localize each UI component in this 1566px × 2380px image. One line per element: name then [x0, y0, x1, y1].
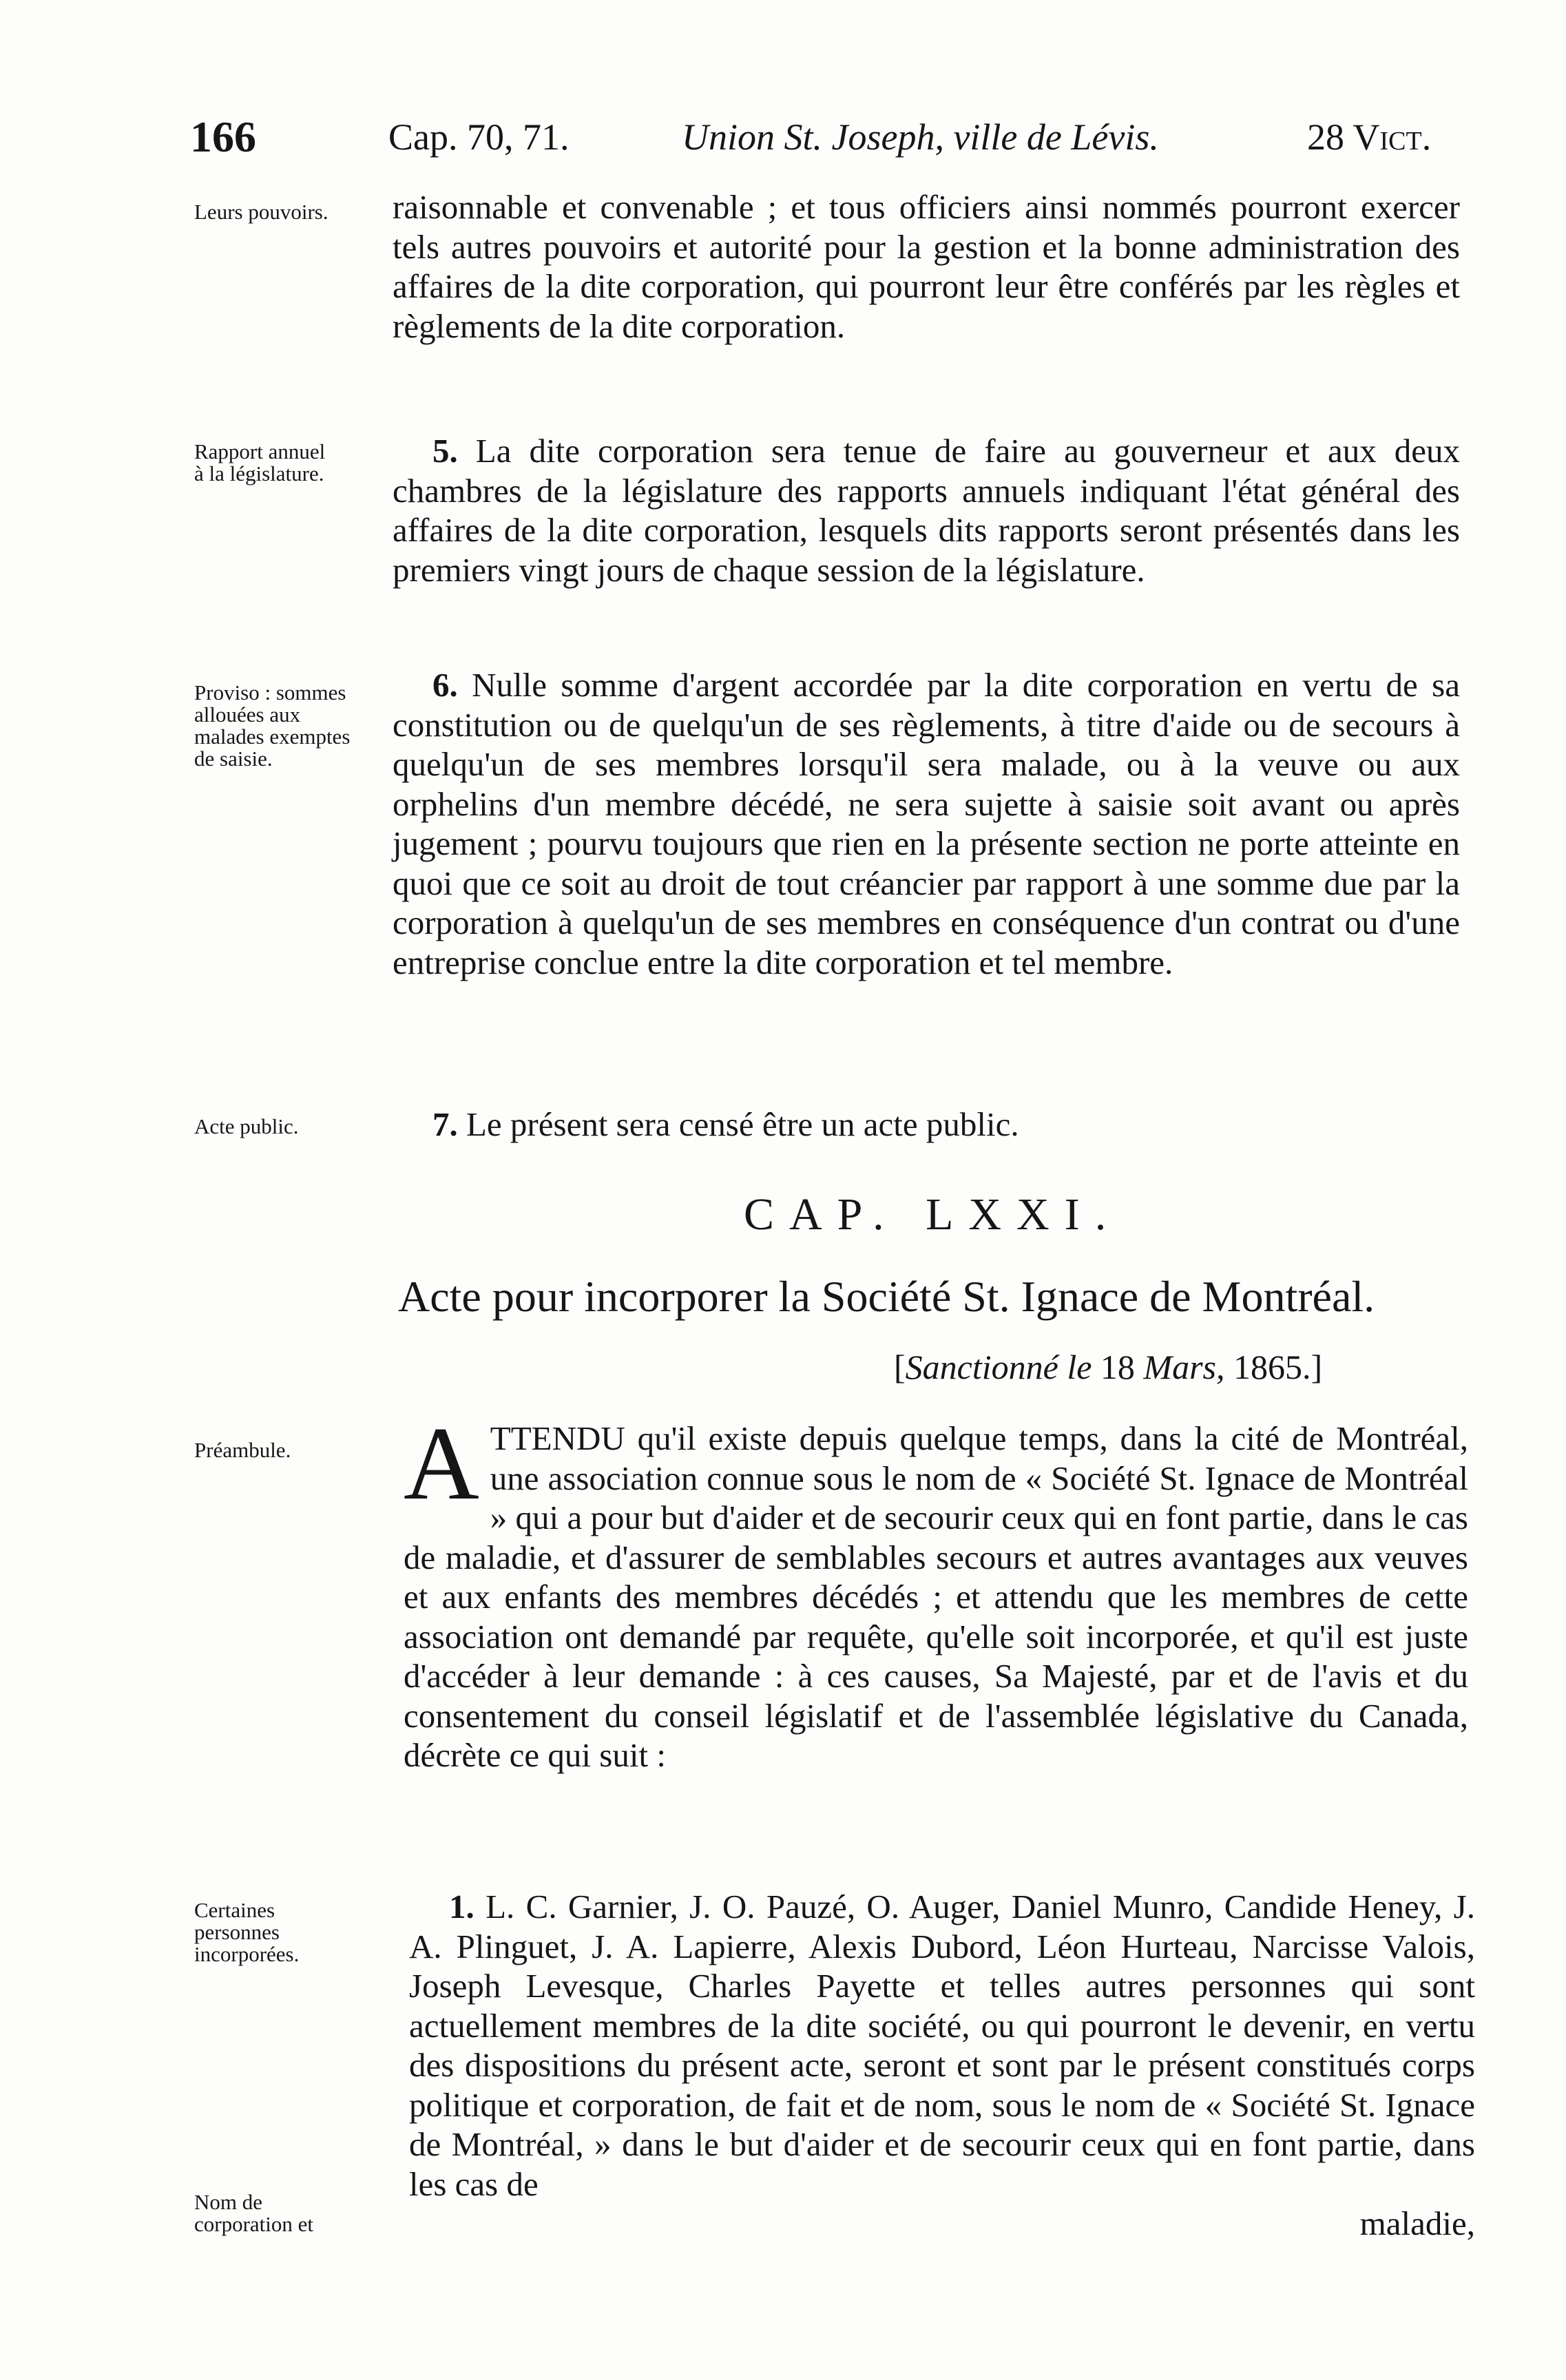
- margin-note-report: [194, 441, 339, 485]
- sanction-label: Sanctionné le: [905, 1348, 1092, 1386]
- margin-note-text: Certaines personnes incorporées.: [194, 1898, 300, 1966]
- section-7: [393, 1105, 1460, 1145]
- page-number: 166: [190, 112, 256, 161]
- paragraph: [393, 1105, 1460, 1145]
- section-number: 1.: [449, 1888, 474, 1925]
- section-5: [393, 431, 1460, 589]
- paragraph: [393, 665, 1460, 982]
- section-text: Le présent sera censé être un acte public.: [466, 1105, 1019, 1143]
- catchword: maladie,: [1359, 2204, 1475, 2242]
- section-1: [409, 1887, 1475, 2244]
- sanction-day: 18: [1100, 1348, 1135, 1386]
- paragraph: [393, 431, 1460, 589]
- paragraph: raisonnable et convenable ; et tous officiers ainsi nommés pourront exercer tels autres pouvoirs et autorité pour la gestion et la bonne administration des affaires de la dite corporation, qui pourront leur être conférés par les règles et règlements de la dite corporation.: [393, 188, 1460, 345]
- regnal-year: 28 Vict.: [1307, 116, 1432, 158]
- margin-note-text: Préambule.: [194, 1438, 291, 1462]
- margin-note-text: Leurs pouvoirs.: [194, 200, 328, 224]
- running-header: [0, 112, 1566, 171]
- margin-note-incorporated: [194, 1899, 353, 1965]
- sanction-date: [894, 1347, 1322, 1387]
- section-number: 6.: [432, 666, 458, 704]
- sanction-month: Mars,: [1143, 1348, 1225, 1386]
- margin-note-text: Proviso : sommes allouées aux malades exemptes de saisie.: [194, 680, 351, 771]
- act-title: Acte pour incorporer la Société St. Ignace de Montréal.: [398, 1272, 1375, 1321]
- section-text: La dite corporation sera tenue de faire au gouverneur et aux deux chambres de la législature des rapports annuels indiquant l'état général des affaires de la dite corporation, lesquels dits rapports seront présentés dans les premiers vingt jours de chaque session de la législature.: [393, 432, 1460, 589]
- section-powers: [393, 187, 1460, 346]
- preamble-text: TTENDU qu'il existe depuis quelque temps, dans la cité de Montréal, une association connue sous le nom de « Société St. Ignace de Montréal » qui a pour but d'aider et de secourir ceux qui en font partie, dans le cas de maladie, et d'assurer de semblables secours et autres avantages aux veuves et aux enfants des membres décédés ; et attendu que les membres de cette association ont demandé par requête, qu'elle soit incorporée, et qu'il est juste d'accéder à leur demande : à ces causes, Sa Majesté, par et de l'avis et du consentement du conseil législatif et de l'assemblée législative du Canada, décrète ce qui suit :: [404, 1419, 1468, 1774]
- margin-note-public-act: [194, 1116, 366, 1138]
- running-title: Union St. Joseph, ville de Lévis.: [682, 116, 1159, 158]
- margin-note-preamble: [194, 1439, 366, 1461]
- section-number: 5.: [432, 432, 458, 470]
- margin-note-powers: [194, 201, 366, 223]
- preamble: [404, 1406, 1468, 1775]
- chapter-reference: Cap. 70, 71.: [388, 116, 570, 158]
- bracket: [: [894, 1348, 906, 1386]
- paragraph: [409, 1887, 1475, 2204]
- drop-cap: A: [404, 1406, 479, 1521]
- section-text: Nulle somme d'argent accordée par la dite corporation en vertu de sa constitution ou de quelqu'un de ses règlements, à titre d'aide ou de secours à quelqu'un de ses membres lorsqu'il sera malade, ou à la veuve ou aux orphelins d'un membre décédé, ne sera sujette à saisie soit avant ou après jugement ; pourvu toujours que rien en la présente section ne porte atteinte en quoi que ce soit au droit de tout créancier par rapport à une somme due par la corporation à quelqu'un de ses membres en conséquence d'un contrat ou d'une entreprise conclue entre la dite corporation et tel membre.: [393, 666, 1460, 981]
- sanction-year: 1865.]: [1233, 1348, 1323, 1386]
- margin-note-text: Acte public.: [194, 1114, 299, 1138]
- margin-note-text: Rapport annuel à la législature.: [194, 439, 326, 486]
- section-number: 7.: [432, 1105, 458, 1143]
- section-text: L. C. Garnier, J. O. Pauzé, O. Auger, Daniel Munro, Candide Heney, J. A. Plinguet, J. A. Lapierre, Alexis Dubord, Léon Hurteau, Narcisse Valois, Joseph Levesque, Charles Payette et telles autres personnes qui sont actuellement membres de la dite société, ou qui pourront le devenir, en vertu des dispositions du présent acte, seront et sont par le présent constitués corps politique et corporation, de fait et de nom, sous le nom de « Société St. Ignace de Montréal, » dans le but d'aider et de secourir ceux qui en font partie, dans les cas de: [409, 1888, 1475, 2203]
- chapter-heading: CAP. LXXI.: [744, 1189, 1122, 1240]
- section-6: [393, 665, 1460, 982]
- paragraph: [404, 1406, 1468, 1775]
- margin-note-proviso: [194, 682, 353, 770]
- margin-note-corporate-name: [194, 2191, 353, 2235]
- margin-note-text: Nom de corporation et: [194, 2190, 314, 2236]
